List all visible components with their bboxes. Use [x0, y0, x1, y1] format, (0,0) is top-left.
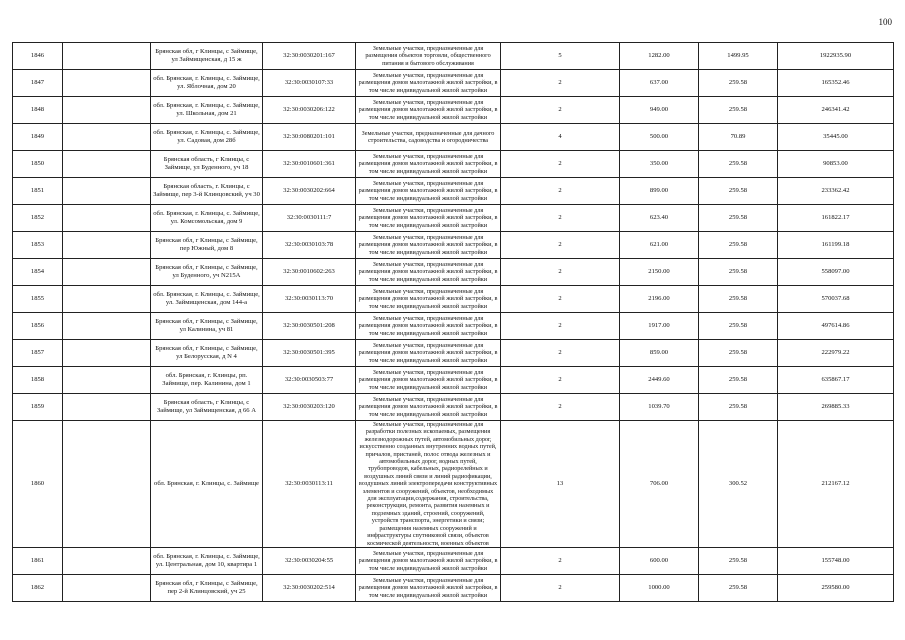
- use-group-cell: 2: [501, 340, 620, 367]
- cadastral-value-cell: 155748.00: [778, 547, 894, 574]
- specific-value-cell: 259.58: [699, 313, 778, 340]
- use-group-cell: 2: [501, 574, 620, 601]
- use-group-cell: 5: [501, 43, 620, 70]
- use-group-cell: 2: [501, 394, 620, 421]
- row-number: 1846: [13, 43, 63, 70]
- area-cell: 1917.00: [620, 313, 699, 340]
- cadastral-number-cell: 32:30:0030202:664: [263, 178, 356, 205]
- cadastral-value-cell: 570037.68: [778, 286, 894, 313]
- table-body: [13, 43, 894, 602]
- blank-cell: [63, 97, 151, 124]
- cadastral-number-cell: 32:30:0080201:101: [263, 124, 356, 151]
- cadastral-number-cell: 32:30:0030201:167: [263, 43, 356, 70]
- address-cell: Брянская обл, г Клинцы, с Займище, ул Калинина, уч 81: [151, 313, 263, 340]
- table-row: [13, 547, 894, 574]
- use-group-cell: 2: [501, 313, 620, 340]
- address-cell: Брянская обл, г Клинцы, с Займище, ул Белорусская, д N 4: [151, 340, 263, 367]
- use-group-cell: 2: [501, 70, 620, 97]
- blank-cell: [63, 70, 151, 97]
- land-register-table: [12, 42, 894, 602]
- table-row: [13, 205, 894, 232]
- blank-cell: [63, 124, 151, 151]
- table-row: [13, 394, 894, 421]
- table-row: [13, 70, 894, 97]
- land-use-cell: Земельные участки, предназначенные для размещения домов малоэтажной жилой застройки, в том числе индивидуальной жилой застройки: [356, 232, 501, 259]
- blank-cell: [63, 367, 151, 394]
- address-cell: Брянская обл, г Клинцы, с Займище, пер 2-й Клинцовский, уч 25: [151, 574, 263, 601]
- table-row: [13, 367, 894, 394]
- cadastral-number-cell: 32:30:0010602:263: [263, 259, 356, 286]
- cadastral-value-cell: 233362.42: [778, 178, 894, 205]
- table-row: [13, 178, 894, 205]
- cadastral-number-cell: 32:30:0030501:208: [263, 313, 356, 340]
- area-cell: 899.00: [620, 178, 699, 205]
- blank-cell: [63, 340, 151, 367]
- row-number: 1861: [13, 547, 63, 574]
- specific-value-cell: 259.58: [699, 367, 778, 394]
- area-cell: 859.00: [620, 340, 699, 367]
- use-group-cell: 2: [501, 367, 620, 394]
- land-use-cell: Земельные участки, предназначенные для размещения домов малоэтажной жилой застройки, в том числе индивидуальной жилой застройки: [356, 313, 501, 340]
- specific-value-cell: 259.58: [699, 232, 778, 259]
- blank-cell: [63, 151, 151, 178]
- blank-cell: [63, 43, 151, 70]
- table-row: [13, 97, 894, 124]
- specific-value-cell: 259.58: [699, 97, 778, 124]
- blank-cell: [63, 574, 151, 601]
- cadastral-value-cell: 269885.33: [778, 394, 894, 421]
- table-row: [13, 124, 894, 151]
- land-use-cell: Земельные участки, предназначенные для размещения домов малоэтажной жилой застройки, в том числе индивидуальной жилой застройки: [356, 178, 501, 205]
- cadastral-value-cell: 246341.42: [778, 97, 894, 124]
- specific-value-cell: 1499.95: [699, 43, 778, 70]
- land-use-cell: Земельные участки, предназначенные для размещения домов малоэтажной жилой застройки, в том числе индивидуальной жилой застройки: [356, 259, 501, 286]
- row-number: 1862: [13, 574, 63, 601]
- cadastral-number-cell: 32:30:0030202:514: [263, 574, 356, 601]
- cadastral-number-cell: 32:30:0030103:78: [263, 232, 356, 259]
- address-cell: Брянская обл, г Клинцы, с Займище, ул Буденного, уч N215А: [151, 259, 263, 286]
- table-row: [13, 313, 894, 340]
- cadastral-value-cell: 635867.17: [778, 367, 894, 394]
- address-cell: Брянская область, г Клинцы, с Займище, ул Займищенская, д 66 А: [151, 394, 263, 421]
- cadastral-value-cell: 222979.22: [778, 340, 894, 367]
- area-cell: 706.00: [620, 421, 699, 548]
- use-group-cell: 2: [501, 151, 620, 178]
- blank-cell: [63, 313, 151, 340]
- land-use-cell: Земельные участки, предназначенные для размещения домов малоэтажной жилой застройки, в том числе индивидуальной жилой застройки: [356, 574, 501, 601]
- area-cell: 1000.00: [620, 574, 699, 601]
- row-number: 1859: [13, 394, 63, 421]
- area-cell: 637.00: [620, 70, 699, 97]
- row-number: 1856: [13, 313, 63, 340]
- use-group-cell: 2: [501, 259, 620, 286]
- address-cell: Брянская обл, г Клинцы, с Займище, пер Южный, дом 8: [151, 232, 263, 259]
- specific-value-cell: 259.58: [699, 547, 778, 574]
- land-use-cell: Земельные участки, предназначенные для размещения домов малоэтажной жилой застройки, в том числе индивидуальной жилой застройки: [356, 340, 501, 367]
- address-cell: Брянская область, г Клинцы, с Займище, ул Буденного, уч 18: [151, 151, 263, 178]
- area-cell: 600.00: [620, 547, 699, 574]
- land-use-cell: Земельные участки, предназначенные для разработки полезных ископаемых, размещения железнодорожных путей, автомобильных дорог, искусственно созданных внутренних водных путей, причалов, пристаней, полос отвода железных и автомобильных дорог, водных путей, трубопроводов, кабельных, радиорелейных и воздушных линий связи и линий радиофикации, воздушных линий электропередачи конструктивных элементов и сооружений, объектов, необходимых для эксплуатации,содержания, строительства, реконструкции, ремонта, развития наземных и подземных зданий, строений, сооружений, устройств транспорта, энергетики и связи; размещения наземных сооружений и инфраструктуры спутниковой связи, объектов космической деятельности, военных объектов: [356, 421, 501, 548]
- cadastral-value-cell: 165352.46: [778, 70, 894, 97]
- table-row: [13, 421, 894, 548]
- use-group-cell: 2: [501, 178, 620, 205]
- row-number: 1860: [13, 421, 63, 548]
- area-cell: 1282.00: [620, 43, 699, 70]
- cadastral-value-cell: 259580.00: [778, 574, 894, 601]
- land-use-cell: Земельные участки, предназначенные для размещения домов малоэтажной жилой застройки, в том числе индивидуальной жилой застройки: [356, 205, 501, 232]
- land-use-cell: Земельные участки, предназначенные для дачного строительства, садоводства и огородничества: [356, 124, 501, 151]
- use-group-cell: 13: [501, 421, 620, 548]
- address-cell: обл. Брянская, г. Клинцы, с. Займище, ул. Садовая, дом 28б: [151, 124, 263, 151]
- area-cell: 623.40: [620, 205, 699, 232]
- table-row: [13, 151, 894, 178]
- table-row: [13, 259, 894, 286]
- specific-value-cell: 259.58: [699, 340, 778, 367]
- cadastral-value-cell: 1922935.90: [778, 43, 894, 70]
- land-use-cell: Земельные участки, предназначенные для размещения домов малоэтажной жилой застройки, в том числе индивидуальной жилой застройки: [356, 286, 501, 313]
- table-row: [13, 340, 894, 367]
- land-use-cell: Земельные участки, предназначенные для размещения домов малоэтажной жилой застройки, в том числе индивидуальной жилой застройки: [356, 151, 501, 178]
- cadastral-number-cell: 32:30:0030503:77: [263, 367, 356, 394]
- blank-cell: [63, 178, 151, 205]
- specific-value-cell: 259.58: [699, 205, 778, 232]
- land-use-cell: Земельные участки, предназначенные для размещения домов малоэтажной жилой застройки, в том числе индивидуальной жилой застройки: [356, 547, 501, 574]
- row-number: 1852: [13, 205, 63, 232]
- specific-value-cell: 259.58: [699, 286, 778, 313]
- cadastral-number-cell: 32:30:0030204:55: [263, 547, 356, 574]
- cadastral-number-cell: 32:30:0030203:120: [263, 394, 356, 421]
- area-cell: 2150.00: [620, 259, 699, 286]
- address-cell: Брянская обл, г Клинцы, с Займище, ул Займищенская, д 15 ж: [151, 43, 263, 70]
- row-number: 1858: [13, 367, 63, 394]
- land-use-cell: Земельные участки, предназначенные для размещения домов малоэтажной жилой застройки, в том числе индивидуальной жилой застройки: [356, 97, 501, 124]
- cadastral-number-cell: 32:30:0030501:395: [263, 340, 356, 367]
- cadastral-value-cell: 90853.00: [778, 151, 894, 178]
- cadastral-number-cell: 32:30:0030113:11: [263, 421, 356, 548]
- area-cell: 2449.60: [620, 367, 699, 394]
- table-row: [13, 232, 894, 259]
- blank-cell: [63, 394, 151, 421]
- area-cell: 949.00: [620, 97, 699, 124]
- cadastral-number-cell: 32:30:0030107:33: [263, 70, 356, 97]
- cadastral-number-cell: 32:30:0030111:7: [263, 205, 356, 232]
- address-cell: обл. Брянская, г. Клинцы, с. Займище, ул. Займищенская, дом 144-а: [151, 286, 263, 313]
- row-number: 1848: [13, 97, 63, 124]
- address-cell: обл. Брянская, г. Клинцы, с. Займище, ул. Центральная, дом 10, квартира 1: [151, 547, 263, 574]
- row-number: 1854: [13, 259, 63, 286]
- land-use-cell: Земельные участки, предназначенные для размещения домов малоэтажной жилой застройки, в том числе индивидуальной жилой застройки: [356, 367, 501, 394]
- area-cell: 1039.70: [620, 394, 699, 421]
- address-cell: обл. Брянская, г. Клинцы, с. Займище, ул. Школьная, дом 21: [151, 97, 263, 124]
- cadastral-value-cell: 558097.00: [778, 259, 894, 286]
- address-cell: обл. Брянская, г. Клинцы, с. Займище, ул. Яблочная, дом 20: [151, 70, 263, 97]
- use-group-cell: 4: [501, 124, 620, 151]
- blank-cell: [63, 547, 151, 574]
- table-row: [13, 574, 894, 601]
- use-group-cell: 2: [501, 286, 620, 313]
- land-use-cell: Земельные участки, предназначенные для размещения домов малоэтажной жилой застройки, в том числе индивидуальной жилой застройки: [356, 394, 501, 421]
- table-row: [13, 286, 894, 313]
- specific-value-cell: 300.52: [699, 421, 778, 548]
- blank-cell: [63, 421, 151, 548]
- specific-value-cell: 259.58: [699, 70, 778, 97]
- address-cell: обл. Брянская, г. Клинцы, рп. Займище, пер. Калинина, дом 1: [151, 367, 263, 394]
- cadastral-value-cell: 161199.18: [778, 232, 894, 259]
- blank-cell: [63, 205, 151, 232]
- row-number: 1853: [13, 232, 63, 259]
- specific-value-cell: 259.58: [699, 178, 778, 205]
- row-number: 1851: [13, 178, 63, 205]
- area-cell: 350.00: [620, 151, 699, 178]
- cadastral-number-cell: 32:30:0010601:361: [263, 151, 356, 178]
- area-cell: 621.00: [620, 232, 699, 259]
- blank-cell: [63, 259, 151, 286]
- use-group-cell: 2: [501, 97, 620, 124]
- use-group-cell: 2: [501, 205, 620, 232]
- land-use-cell: Земельные участки, предназначенные для размещения домов малоэтажной жилой застройки, в том числе индивидуальной жилой застройки: [356, 70, 501, 97]
- specific-value-cell: 259.58: [699, 394, 778, 421]
- cadastral-value-cell: 161822.17: [778, 205, 894, 232]
- specific-value-cell: 259.58: [699, 574, 778, 601]
- address-cell: обл. Брянская, г. Клинцы, с. Займище: [151, 421, 263, 548]
- use-group-cell: 2: [501, 232, 620, 259]
- area-cell: 500.00: [620, 124, 699, 151]
- cadastral-number-cell: 32:30:0030113:70: [263, 286, 356, 313]
- cadastral-value-cell: 35445.00: [778, 124, 894, 151]
- row-number: 1857: [13, 340, 63, 367]
- use-group-cell: 2: [501, 547, 620, 574]
- specific-value-cell: 70.89: [699, 124, 778, 151]
- row-number: 1849: [13, 124, 63, 151]
- area-cell: 2196.00: [620, 286, 699, 313]
- cadastral-value-cell: 212167.12: [778, 421, 894, 548]
- row-number: 1855: [13, 286, 63, 313]
- specific-value-cell: 259.58: [699, 259, 778, 286]
- row-number: 1850: [13, 151, 63, 178]
- specific-value-cell: 259.58: [699, 151, 778, 178]
- table-row: [13, 43, 894, 70]
- address-cell: Брянская область, г. Клинцы, с Займище, пер 3-й Клинцовский, уч 30: [151, 178, 263, 205]
- blank-cell: [63, 286, 151, 313]
- land-use-cell: Земельные участки, предназначенные для размещения объектов торговли, общественного питания и бытового обслуживания: [356, 43, 501, 70]
- cadastral-value-cell: 497614.86: [778, 313, 894, 340]
- cadastral-number-cell: 32:30:0030206:122: [263, 97, 356, 124]
- row-number: 1847: [13, 70, 63, 97]
- blank-cell: [63, 232, 151, 259]
- page-number: 100: [878, 17, 892, 27]
- address-cell: обл. Брянская, г. Клинцы, с. Займище, ул. Комсомольская, дом 9: [151, 205, 263, 232]
